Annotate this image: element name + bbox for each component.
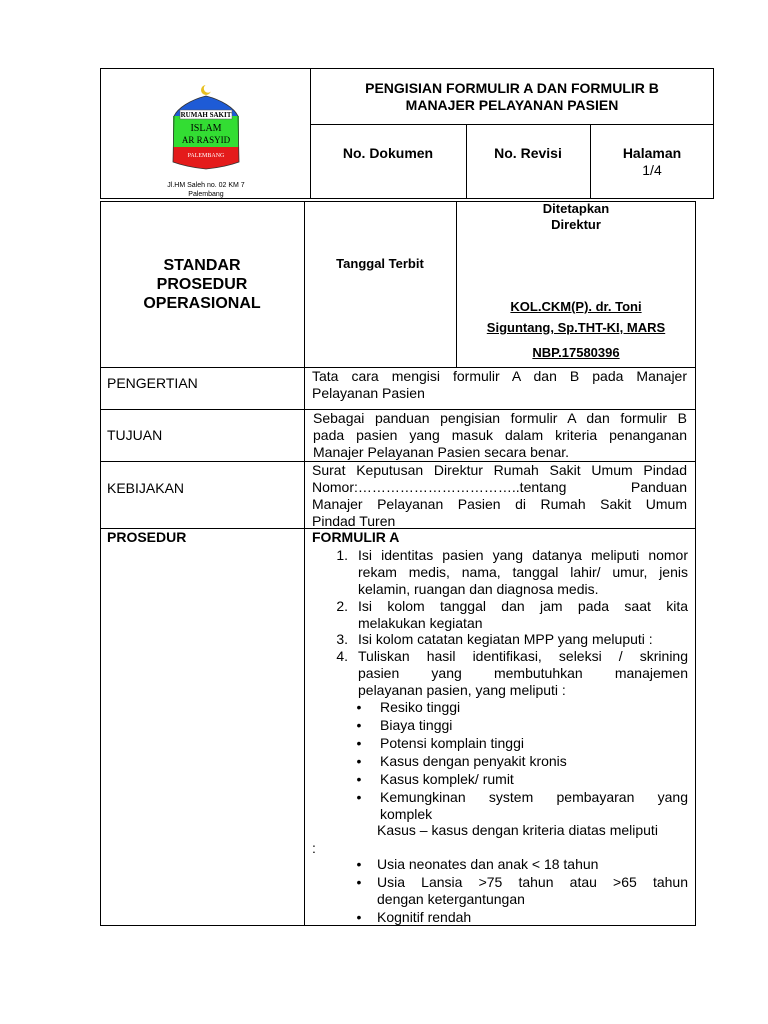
bullet-icon: • [356, 909, 362, 925]
nbp-number: NBP.17580396 [532, 345, 620, 360]
signer-line: KOL.CKM(P). dr. Toni [510, 299, 642, 314]
spo-title-line: OPERASIONAL [143, 295, 261, 312]
formulir-a-heading: FORMULIR A [312, 529, 400, 545]
text-line: pada pasien yang masuk dalam kriteria penanganan [313, 427, 687, 443]
tujuan-text [313, 410, 687, 461]
bullet-item [354, 717, 688, 735]
no-dokumen-label: No. Dokumen [342, 145, 434, 161]
text-line: Manajer Pelayanan Pasien secara benar. [313, 444, 570, 460]
step-number: 4. [336, 648, 348, 664]
halaman-value: 1/4 [642, 162, 662, 178]
kebijakan-text [312, 462, 687, 530]
step-number: 2. [336, 598, 348, 614]
text-line: Manajer Pelayanan Pasien di Rumah Sakit Umum [312, 496, 687, 512]
hospital-logo [168, 82, 244, 182]
tanggal-terbit-label: Tanggal Terbit [336, 256, 424, 271]
bullet-text: Resiko tinggi [380, 699, 461, 715]
logo-line3: AR RASYID [181, 135, 231, 145]
bullet-text: Potensi komplain tinggi [380, 735, 524, 751]
halaman-cell [590, 145, 714, 179]
direktur-label: Direktur [551, 217, 601, 232]
bullet-icon: • [356, 735, 362, 751]
bullet-item [354, 909, 688, 927]
halaman-label: Halaman [622, 145, 682, 161]
step-line: Isi kolom tanggal dan jam pada saat kita [358, 598, 688, 614]
bullet-icon: • [356, 753, 362, 769]
pengertian-text [312, 368, 687, 402]
bullet-item [354, 789, 688, 823]
bullet-text: Biaya tinggi [380, 717, 453, 733]
bullet-icon: • [356, 699, 362, 715]
bullet-text: komplek [380, 806, 433, 822]
tujuan-label: TUJUAN [107, 427, 163, 443]
step-line: Isi kolom catatan kegiatan MPP yang meluputi : [358, 631, 653, 647]
colon-mark: : [312, 840, 316, 856]
bullet-text: Usia Lansia >75 tahun atau >65 tahun [377, 874, 688, 890]
title-line: PENGISIAN FORMULIR A DAN FORMULIR B [365, 80, 659, 96]
step-line: pelayanan pasien, yang meliputi : [358, 682, 566, 698]
text-line: Surat Keputusan Direktur Rumah Sakit Umum Pindad [312, 462, 687, 478]
text-line: Sebagai panduan pengisian formulir A dan formulir B [313, 410, 687, 426]
text-line: Tata cara mengisi formulir A dan B pada Manajer [312, 368, 687, 384]
step-line: Tuliskan hasil identifikasi, seleksi / skrining [358, 648, 688, 664]
text-line: Pindad Turen [312, 513, 396, 529]
bullet-item [354, 771, 688, 789]
ditetapkan-label: Ditetapkan [542, 201, 610, 216]
bullet-text: Kasus dengan penyakit kronis [380, 753, 567, 769]
logo-line4: PALEMBANG [187, 153, 225, 159]
bullet-text: Kemungkinan system pembayaran yang [380, 789, 688, 805]
signer-line: Siguntang, Sp.THT-KI, MARS [486, 320, 666, 335]
bullet-item [354, 874, 688, 909]
step-number: 3. [336, 631, 348, 647]
logo-line2: ISLAM [190, 123, 222, 134]
criteria-list [354, 699, 688, 823]
header-divider [310, 124, 714, 125]
bullet-icon: • [356, 874, 362, 890]
document-title [310, 80, 714, 114]
text-line: Pelayanan Pasien [312, 385, 425, 401]
bullet-text: Kasus komplek/ rumit [380, 771, 514, 787]
step-item [328, 598, 688, 632]
spo-title-line: PROSEDUR [156, 276, 248, 293]
spo-title-line: STANDAR [163, 257, 241, 274]
step-line: pasien yang membutuhkan manajemen [358, 665, 688, 681]
bullet-item [354, 735, 688, 753]
spo-title [100, 256, 304, 313]
bullet-text: dengan ketergantungan [377, 891, 525, 907]
address-line: Palembang [188, 191, 224, 198]
logo-line1: RUMAH SAKIT [180, 111, 232, 119]
kebijakan-label: KEBIJAKAN [107, 480, 185, 496]
step-line: Isi identitas pasien yang datanya meliputi nomor [358, 547, 688, 563]
text-line: Nomor:……………………………..tentang Panduan [312, 479, 687, 495]
criteria-list-b [354, 856, 688, 927]
bullet-text: Usia neonates dan anak < 18 tahun [377, 856, 599, 872]
spo-divider [304, 201, 305, 926]
bullet-icon: • [356, 717, 362, 733]
pengertian-label: PENGERTIAN [107, 375, 198, 391]
bullet-item [354, 753, 688, 771]
bullet-icon: • [356, 789, 362, 805]
ditetapkan-block [456, 201, 696, 233]
bullet-icon: • [356, 771, 362, 787]
hospital-address [150, 181, 262, 199]
bullet-item [354, 856, 688, 874]
bullet-icon: • [356, 856, 362, 872]
step-item [328, 631, 688, 648]
prosedur-label: PROSEDUR [107, 529, 187, 545]
step-number: 1. [336, 547, 348, 563]
kasus-line: Kasus – kasus dengan kriteria diatas meliputi [377, 822, 658, 838]
step-line: rekam medis, nama, tanggal lahir/ umur, jenis [358, 564, 688, 580]
step-item [328, 547, 688, 598]
address-line: Jl.HM Saleh no. 02 KM 7 [167, 182, 245, 189]
bullet-text: Kognitif rendah [377, 909, 472, 925]
step-line: melakukan kegiatan [358, 615, 483, 631]
title-line: MANAJER PELAYANAN PASIEN [405, 97, 619, 113]
step-item [328, 648, 688, 699]
step-line: kelamin, ruangan dan diagnosa medis. [358, 581, 599, 597]
signer-name [456, 296, 696, 338]
bullet-item [354, 699, 688, 717]
no-revisi-label: No. Revisi [494, 145, 562, 161]
